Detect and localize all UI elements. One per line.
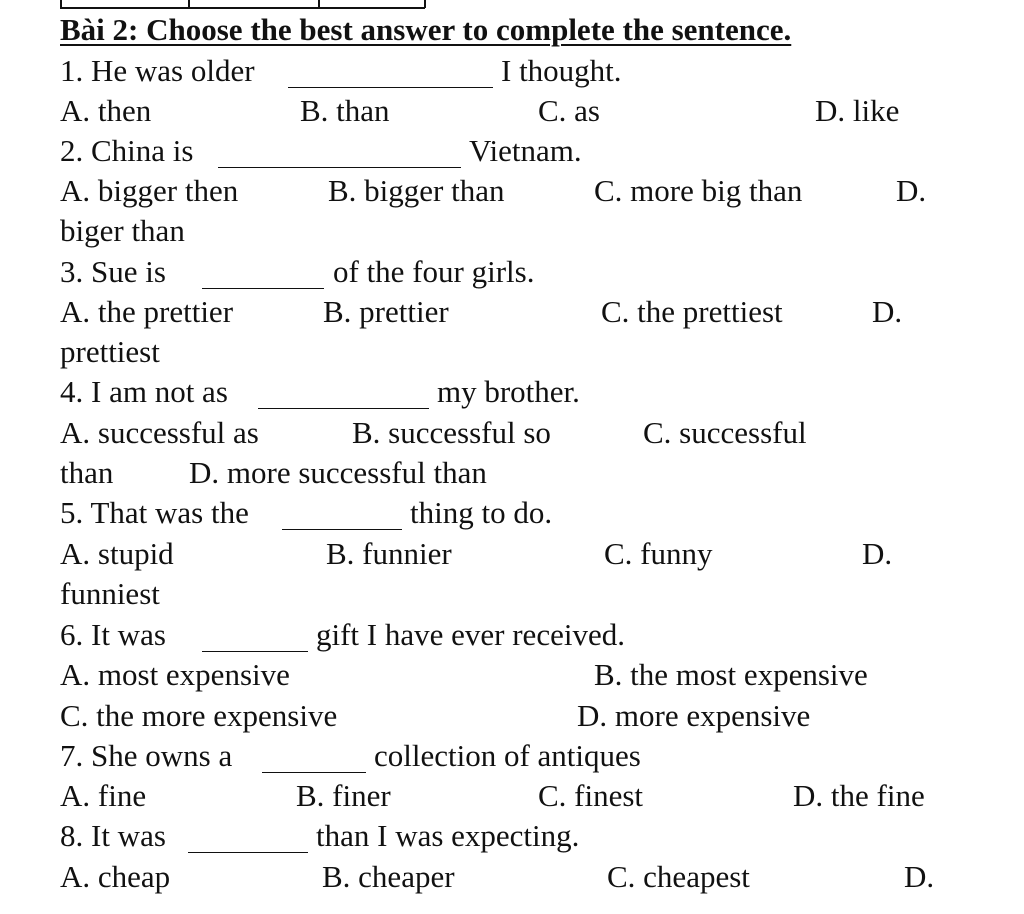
- question-3-text: 3. Sue is: [60, 254, 166, 289]
- q6-option-d[interactable]: D. more expensive: [577, 698, 811, 733]
- q5-option-d[interactable]: D.: [862, 536, 893, 571]
- question-8-text-end: than I was expecting.: [316, 818, 580, 853]
- question-4-text: 4. I am not as: [60, 374, 228, 409]
- question-2-blank[interactable]: [218, 167, 461, 168]
- q1-option-d[interactable]: D. like: [815, 93, 900, 128]
- question-2-text-end: Vietnam.: [469, 133, 582, 168]
- table-border-top: [60, 7, 425, 9]
- q1-option-b[interactable]: B. than: [300, 93, 390, 128]
- q3-option-b[interactable]: B. prettier: [323, 294, 449, 329]
- q7-option-c[interactable]: C. finest: [538, 778, 644, 813]
- exercise-title: Bài 2: Choose the best answer to complete the sentence.: [60, 12, 792, 47]
- q8-option-c[interactable]: C. cheapest: [607, 859, 750, 894]
- q1-option-a[interactable]: A. then: [60, 93, 152, 128]
- q4-option-a[interactable]: A. successful as: [60, 415, 259, 450]
- q2-option-b[interactable]: B. bigger than: [328, 173, 505, 208]
- q8-option-b[interactable]: B. cheaper: [322, 859, 455, 894]
- q7-option-d[interactable]: D. the fine: [793, 778, 925, 813]
- q8-option-d[interactable]: D.: [904, 859, 935, 894]
- question-7-blank[interactable]: [262, 772, 366, 773]
- q6-option-a[interactable]: A. most expensive: [60, 657, 290, 692]
- q4-option-b[interactable]: B. successful so: [352, 415, 551, 450]
- q6-option-c[interactable]: C. the more expensive: [60, 698, 338, 733]
- q2-option-d[interactable]: D.: [896, 173, 927, 208]
- question-6-blank[interactable]: [202, 651, 308, 652]
- q8-option-a[interactable]: A. cheap: [60, 859, 171, 894]
- question-2-text: 2. China is: [60, 133, 194, 168]
- q4-option-c-wrap[interactable]: than: [60, 455, 114, 490]
- question-4-blank[interactable]: [258, 408, 429, 409]
- question-3-text-end: of the four girls.: [333, 254, 535, 289]
- q1-option-c[interactable]: C. as: [538, 93, 600, 128]
- question-3-blank[interactable]: [202, 288, 324, 289]
- question-7-text: 7. She owns a: [60, 738, 233, 773]
- question-8-blank[interactable]: [188, 852, 308, 853]
- q6-option-b[interactable]: B. the most expensive: [594, 657, 868, 692]
- q5-option-d-wrap[interactable]: funniest: [60, 576, 160, 611]
- question-5-blank[interactable]: [282, 529, 402, 530]
- q7-option-b[interactable]: B. finer: [296, 778, 391, 813]
- question-1-blank[interactable]: [288, 87, 493, 88]
- q5-option-c[interactable]: C. funny: [604, 536, 713, 571]
- table-divider-2: [318, 0, 320, 8]
- table-border-left: [60, 0, 62, 8]
- question-1-text-end: I thought.: [501, 53, 622, 88]
- q3-option-c[interactable]: C. the prettiest: [601, 294, 783, 329]
- question-4-text-end: my brother.: [437, 374, 580, 409]
- q2-option-a[interactable]: A. bigger then: [60, 173, 239, 208]
- question-5-text: 5. That was the: [60, 495, 249, 530]
- q2-option-d-wrap[interactable]: biger than: [60, 213, 185, 248]
- table-divider-1: [188, 0, 190, 8]
- table-border-right: [424, 0, 426, 8]
- q2-option-c[interactable]: C. more big than: [594, 173, 803, 208]
- question-7-text-end: collection of antiques: [374, 738, 641, 773]
- question-6-text-end: gift I have ever received.: [316, 617, 625, 652]
- q4-option-c[interactable]: C. successful: [643, 415, 807, 450]
- question-6-text: 6. It was: [60, 617, 166, 652]
- question-1-text: 1. He was older: [60, 53, 255, 88]
- q3-option-d-wrap[interactable]: prettiest: [60, 334, 160, 369]
- q7-option-a[interactable]: A. fine: [60, 778, 147, 813]
- q3-option-d[interactable]: D.: [872, 294, 903, 329]
- q3-option-a[interactable]: A. the prettier: [60, 294, 234, 329]
- q5-option-b[interactable]: B. funnier: [326, 536, 452, 571]
- question-5-text-end: thing to do.: [410, 495, 553, 530]
- q5-option-a[interactable]: A. stupid: [60, 536, 174, 571]
- q4-option-d[interactable]: D. more successful than: [189, 455, 487, 490]
- question-8-text: 8. It was: [60, 818, 166, 853]
